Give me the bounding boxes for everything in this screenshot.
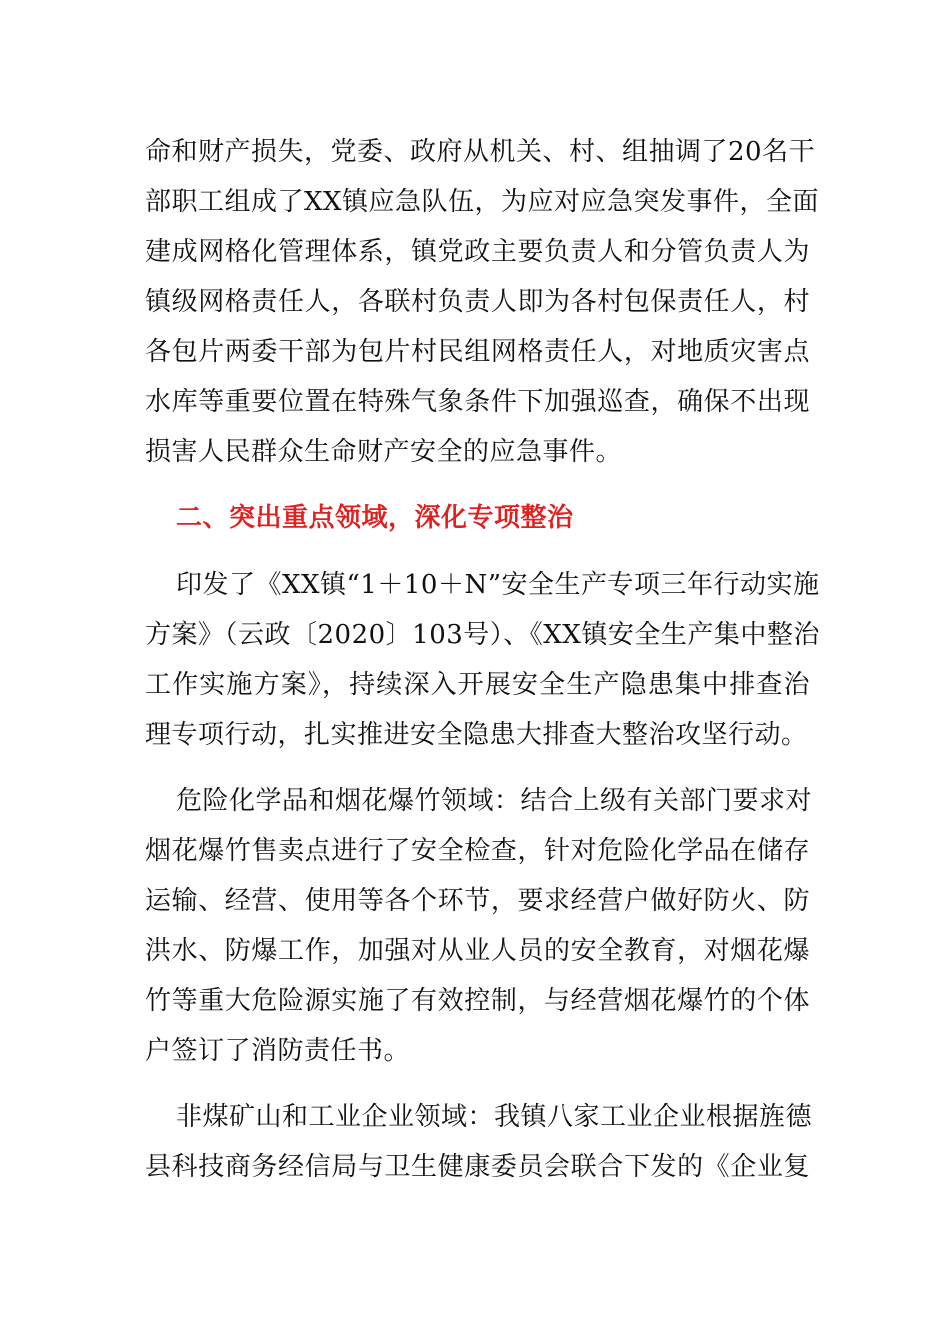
- text-line: 各包片两委干部为包片村民组网格责任人，对地质灾害点: [145, 337, 810, 367]
- text-line: 运输、经营、使用等各个环节，要求经营户做好防火、防: [145, 886, 810, 916]
- text-line: 竹等重大危险源实施了有效控制，与经营烟花爆竹的个体: [145, 986, 810, 1016]
- text-line: 命和财产损失，党委、政府从机关、村、组抽调了20名干: [145, 137, 816, 167]
- text-line: 部职工组成了XX镇应急队伍，为应对应急突发事件，全面: [145, 187, 820, 217]
- text-line: 印发了《XX镇“1＋10＋N”安全生产专项三年行动实施: [176, 570, 820, 600]
- section-heading: 二、突出重点领域，深化专项整治: [176, 503, 574, 533]
- text-line: 建成网格化管理体系，镇党政主要负责人和分管负责人为: [145, 237, 810, 267]
- text-line: 损害人民群众生命财产安全的应急事件。: [145, 437, 623, 467]
- text-line: 县科技商务经信局与卫生健康委员会联合下发的《企业复: [145, 1152, 810, 1182]
- text-line: 户签订了消防责任书。: [145, 1036, 411, 1066]
- text-line: 镇级网格责任人，各联村负责人即为各村包保责任人，村: [145, 287, 810, 317]
- text-line: 工作实施方案》，持续深入开展安全生产隐患集中排查治: [145, 670, 810, 700]
- text-line: 非煤矿山和工业企业领域：我镇八家工业企业根据旌德: [176, 1102, 813, 1132]
- text-line: 烟花爆竹售卖点进行了安全检查，针对危险化学品在储存: [145, 836, 810, 866]
- text-line: 洪水、防爆工作，加强对从业人员的安全教育，对烟花爆: [145, 936, 810, 966]
- text-line: 危险化学品和烟花爆竹领域：结合上级有关部门要求对: [176, 786, 813, 816]
- text-line: 水库等重要位置在特殊气象条件下加强巡查，确保不出现: [145, 387, 810, 417]
- text-line: 方案》（云政〔2020〕103号）、《XX镇安全生产集中整治: [145, 620, 820, 650]
- text-line: 理专项行动，扎实推进安全隐患大排查大整治攻坚行动。: [145, 720, 808, 750]
